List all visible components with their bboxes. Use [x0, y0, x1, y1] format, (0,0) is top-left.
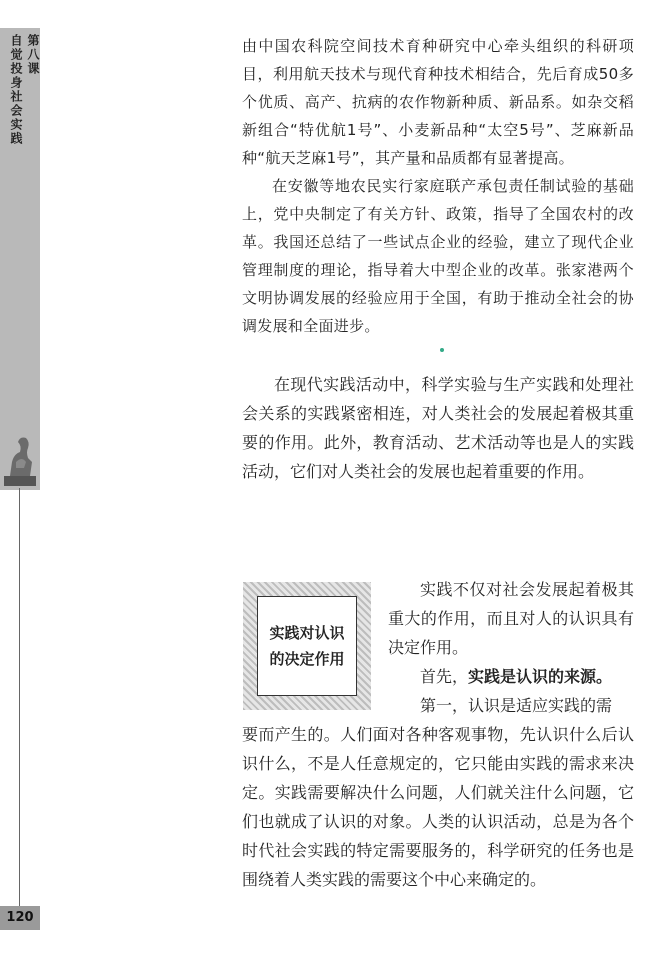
- example-section: [242, 32, 634, 340]
- paragraph: [388, 662, 634, 691]
- sidebar-lesson-label: [8, 34, 42, 146]
- page-number: 120: [0, 906, 40, 930]
- paragraph: 由中国农科院空间技术育种研究中心牵头组织的科研项目，利用航天技术与现代育种技术相结合，先后育成50多个优质、高产、抗病的农作物新种质、新品系。如杂交稻新组合“特优航1号”、小麦新品种“太空5号”、芝麻新品种“航天芝麻1号”，其产量和品质都有显著提高。: [242, 37, 634, 167]
- text-run: 首先，: [420, 667, 469, 686]
- heading-line: 的决定作用: [269, 650, 345, 668]
- section-intro: [388, 575, 634, 720]
- divider-dot: [440, 348, 444, 352]
- paragraph: 实践不仅对社会发展起着极其重大的作用，而且对人的认识具有决定作用。: [388, 580, 634, 657]
- lesson-title: 自觉投身社会实践: [9, 34, 23, 146]
- lesson-number: 第八课: [26, 34, 40, 76]
- key-point: 实践是认识的来源。: [468, 667, 613, 686]
- paragraph: 在安徽等地农民实行家庭联产承包责任制试验的基础上，党中央制定了有关方针、政策，指导了全国农村的改革。我国还总结了一些试点企业的经验，建立了现代企业管理制度的理论，指导着大中型企业的改革。张家港两个文明协调发展的经验应用于全国，有助于推动全社会的协调发展和全面进步。: [242, 177, 634, 335]
- section-body: [242, 720, 634, 894]
- thinker-statue-icon: [2, 432, 38, 488]
- section-heading: [257, 596, 357, 696]
- sidebar-divider: [19, 488, 20, 908]
- section-heading-box: [243, 582, 371, 710]
- main-text-section: [242, 370, 634, 486]
- paragraph: 在现代实践活动中，科学实验与生产实践和处理社会关系的实践紧密相连，对人类社会的发展起着极其重要的作用。此外，教育活动、艺术活动等也是人的实践活动，它们对人类社会的发展也起着重要的作用。: [242, 375, 634, 481]
- paragraph: 第一，认识是适应实践的需: [420, 696, 613, 715]
- heading-line: 实践对认识: [269, 624, 345, 642]
- paragraph: 要而产生的。人们面对各种客观事物，先认识什么后认识什么，不是人任意规定的，它只能由实践的需求来决定。实践需要解决什么问题，人们就关注什么问题，它们也就成了认识的对象。人类的认识活动，总是为各个时代社会实践的特定需要服务的，科学研究的任务也是围绕着人类实践的需要这个中心来确定的。: [242, 725, 634, 889]
